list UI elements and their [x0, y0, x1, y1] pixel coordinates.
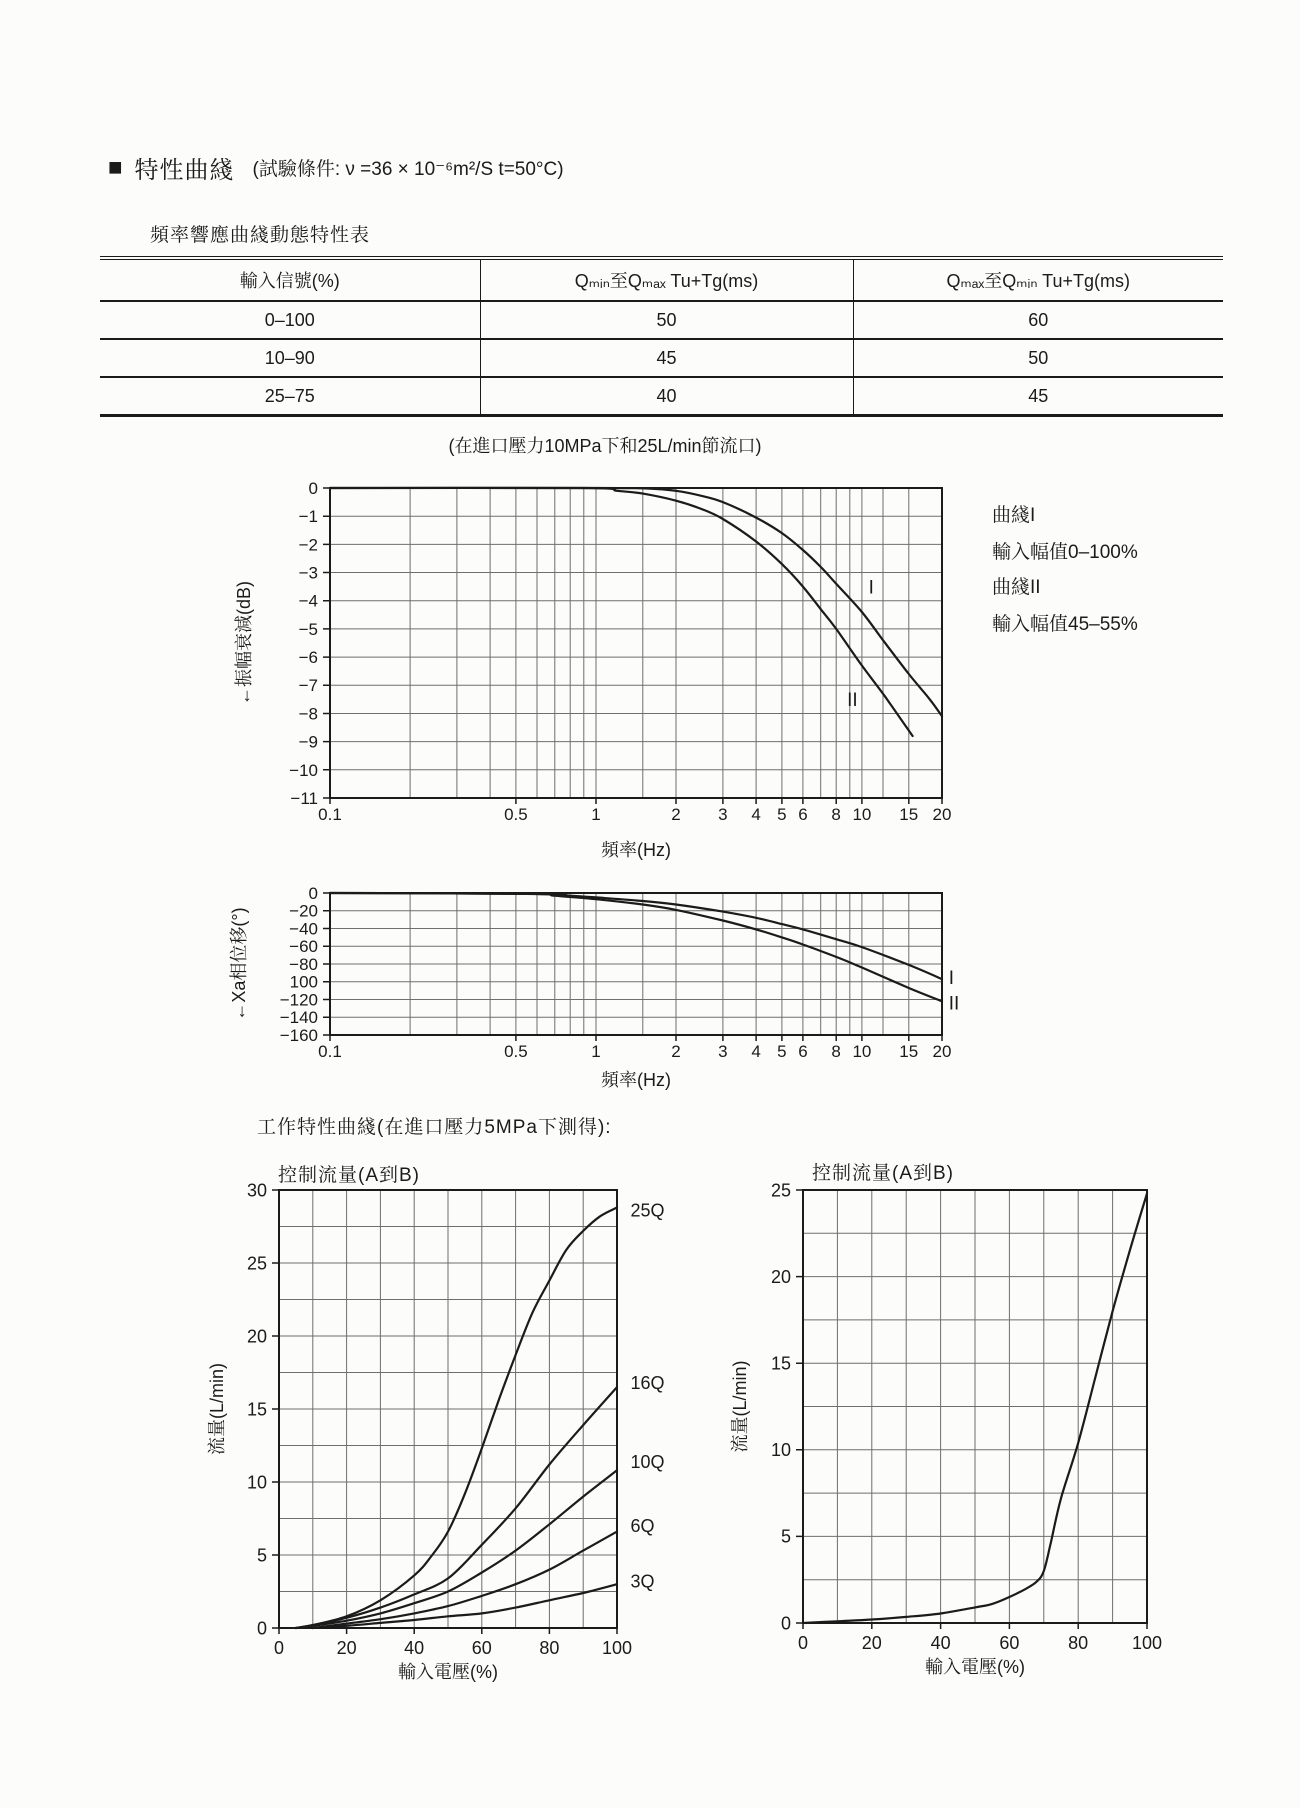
test-conditions: (試驗條件: ν =36 × 10⁻⁶m²/S t=50°C) — [252, 159, 564, 180]
y-tick-label: −60 — [289, 937, 318, 957]
curve-label: 3Q — [630, 1571, 655, 1592]
y-tick-label: 25 — [770, 1180, 791, 1201]
table-cell: 45 — [480, 339, 853, 377]
y-tick-label: −140 — [279, 1008, 318, 1028]
table-header-row — [100, 258, 1223, 301]
y-tick-label: −8 — [298, 704, 318, 724]
x-tick-label: 20 — [336, 1638, 357, 1658]
x-tick-label: 4 — [751, 805, 761, 824]
x-tick-label: 0.1 — [318, 1042, 342, 1061]
x-tick-label: 40 — [404, 1638, 425, 1658]
table-row — [100, 377, 1223, 416]
curve-label: I — [868, 577, 874, 599]
y-tick-label: 0 — [256, 1618, 267, 1639]
x-axis-label: 頻率(Hz) — [601, 840, 671, 860]
y-tick-label: 0 — [780, 1613, 791, 1634]
working-curves-heading: 工作特性曲綫(在進口壓力5MPa下測得): — [257, 1117, 612, 1138]
curve-label: II — [847, 690, 858, 712]
y-axis-label: 流量(L/min) — [207, 1362, 227, 1456]
section-title — [108, 150, 564, 185]
curve-25Q — [296, 1208, 617, 1629]
y-tick-label: 0 — [308, 883, 318, 903]
bode-chart-subtitle: (在進口壓力10MPa下和25L/min節流口) — [448, 436, 762, 456]
bode-phase-chart — [205, 862, 1075, 1102]
y-tick-label: −120 — [279, 990, 318, 1010]
x-tick-label: 0.5 — [504, 1042, 528, 1061]
y-tick-label: −10 — [289, 760, 318, 780]
curve-label: II — [948, 993, 960, 1015]
y-tick-label: 15 — [246, 1399, 267, 1420]
flow-right-chart — [698, 1138, 1246, 1694]
x-tick-label: 2 — [671, 1042, 681, 1061]
table-cell: 50 — [853, 339, 1223, 377]
x-tick-label: 8 — [831, 805, 841, 824]
y-tick-label: −1 — [298, 507, 318, 527]
flow-left-chart-title: 控制流量(A到B) — [278, 1165, 421, 1186]
y-axis-label: ←Xa相位移(°) — [229, 907, 249, 1021]
y-tick-label: −40 — [289, 919, 318, 939]
x-tick-label: 60 — [999, 1633, 1020, 1653]
legend-curve2-title: 曲綫II — [992, 577, 1041, 598]
table-header-cell: Qₘᵢₙ至Qₘₐₓ Tu+Tg(ms) — [480, 258, 853, 301]
y-tick-label: 20 — [770, 1266, 791, 1287]
y-tick-label: −4 — [298, 591, 318, 611]
table-header-cell: 輸入信號(%) — [100, 258, 480, 301]
table-cell: 45 — [853, 377, 1223, 416]
x-axis-label: 輸入電壓(%) — [398, 1662, 498, 1682]
page-title: 特性曲綫 — [134, 157, 235, 184]
y-tick-label: −7 — [298, 676, 318, 696]
y-tick-label: −160 — [279, 1025, 318, 1045]
x-tick-label: 0 — [273, 1638, 285, 1658]
y-tick-label: 10 — [246, 1472, 267, 1493]
y-tick-label: 15 — [770, 1353, 791, 1374]
y-tick-label: 5 — [256, 1545, 267, 1566]
x-tick-label: 80 — [1068, 1633, 1089, 1653]
table-head — [100, 258, 1223, 301]
y-tick-label: −11 — [290, 788, 318, 808]
curve-label: I — [948, 967, 955, 989]
y-tick-label: −20 — [289, 901, 318, 921]
legend-curve2-desc: 輸入幅值45–55% — [992, 614, 1138, 635]
x-tick-label: 15 — [899, 1042, 919, 1061]
x-tick-label: 0 — [797, 1633, 809, 1653]
x-axis-label: 輸入電壓(%) — [925, 1657, 1025, 1677]
y-tick-label: −9 — [298, 732, 318, 752]
dynamic-characteristics-table — [100, 256, 1223, 417]
x-tick-label: 3 — [718, 1042, 728, 1061]
table-cell: 25–75 — [264, 385, 315, 406]
curve-label: 25Q — [630, 1200, 665, 1221]
y-tick-label: 25 — [246, 1253, 267, 1274]
table-cell: 50 — [480, 301, 853, 339]
table-header-cell: Qₘₐₓ至Qₘᵢₙ Tu+Tg(ms) — [853, 258, 1223, 301]
x-tick-label: 0.1 — [318, 805, 342, 824]
table-cell: 0–100 — [100, 301, 480, 339]
x-tick-label: 60 — [471, 1638, 492, 1658]
curve-II — [330, 488, 913, 736]
y-tick-label: 20 — [246, 1326, 267, 1347]
legend-curve1-desc: 輸入幅值0–100% — [992, 542, 1138, 563]
x-tick-label: 20 — [932, 805, 952, 824]
x-tick-label: 20 — [932, 1042, 952, 1061]
x-tick-label: 3 — [718, 805, 728, 824]
grid-lines — [279, 1190, 617, 1628]
curve-label: 6Q — [630, 1516, 655, 1537]
legend-curve1-title: 曲綫I — [992, 505, 1036, 526]
grid-lines — [803, 1190, 1147, 1623]
y-tick-label: −3 — [298, 563, 318, 583]
x-tick-label: 6 — [798, 805, 808, 824]
x-tick-label: 40 — [930, 1633, 951, 1653]
flow-left-chart — [175, 1138, 687, 1696]
table-cell: 60 — [853, 301, 1223, 339]
y-tick-label: −2 — [298, 535, 318, 555]
y-tick-label: −5 — [298, 619, 318, 639]
y-tick-label: −6 — [298, 648, 318, 668]
table-row — [100, 301, 1223, 339]
y-tick-label: 100 — [289, 972, 318, 992]
bode-amplitude-chart — [205, 458, 1075, 870]
table-heading: 頻率響應曲綫動態特性表 — [150, 225, 371, 246]
title-square-marker: ■ — [108, 153, 123, 181]
y-axis-label: ←振幅衰減(dB) — [234, 580, 254, 706]
axis-ticks — [323, 893, 942, 1041]
x-tick-label: 2 — [671, 805, 681, 824]
y-tick-label: 30 — [246, 1180, 267, 1201]
table-cell: 40 — [480, 377, 853, 416]
x-tick-label: 15 — [899, 805, 919, 824]
table-cell: 10–90 — [100, 339, 480, 377]
y-tick-label: 10 — [770, 1440, 791, 1461]
x-axis-label: 頻率(Hz) — [601, 1070, 671, 1090]
x-tick-label: 100 — [1131, 1633, 1163, 1653]
y-tick-label: −80 — [289, 954, 318, 974]
x-tick-label: 6 — [798, 1042, 808, 1061]
grid-lines — [330, 893, 942, 1035]
x-tick-label: 10 — [852, 1042, 872, 1061]
x-tick-label: 0.5 — [504, 805, 528, 824]
curve-label: 10Q — [630, 1451, 665, 1472]
y-tick-label: 5 — [780, 1526, 791, 1547]
x-tick-label: 1 — [591, 805, 601, 824]
y-tick-label: 0 — [308, 478, 318, 498]
x-tick-label: 8 — [831, 1042, 841, 1061]
x-tick-label: 100 — [601, 1638, 633, 1658]
x-tick-label: 5 — [777, 1042, 787, 1061]
curve-label: 16Q — [630, 1373, 665, 1394]
axis-ticks — [272, 1190, 617, 1634]
x-tick-label: 5 — [777, 805, 787, 824]
x-tick-label: 4 — [751, 1042, 761, 1061]
grid-lines — [330, 488, 942, 798]
y-axis-label: 流量(L/min) — [730, 1360, 750, 1453]
flow-right-chart-title: 控制流量(A到B) — [812, 1163, 955, 1184]
x-tick-label: 10 — [852, 805, 872, 824]
x-tick-label: 1 — [591, 1042, 601, 1061]
table-body — [100, 301, 1223, 416]
table-row — [100, 339, 1223, 377]
axis-ticks — [796, 1190, 1147, 1629]
x-tick-label: 80 — [539, 1638, 560, 1658]
x-tick-label: 20 — [861, 1633, 882, 1653]
